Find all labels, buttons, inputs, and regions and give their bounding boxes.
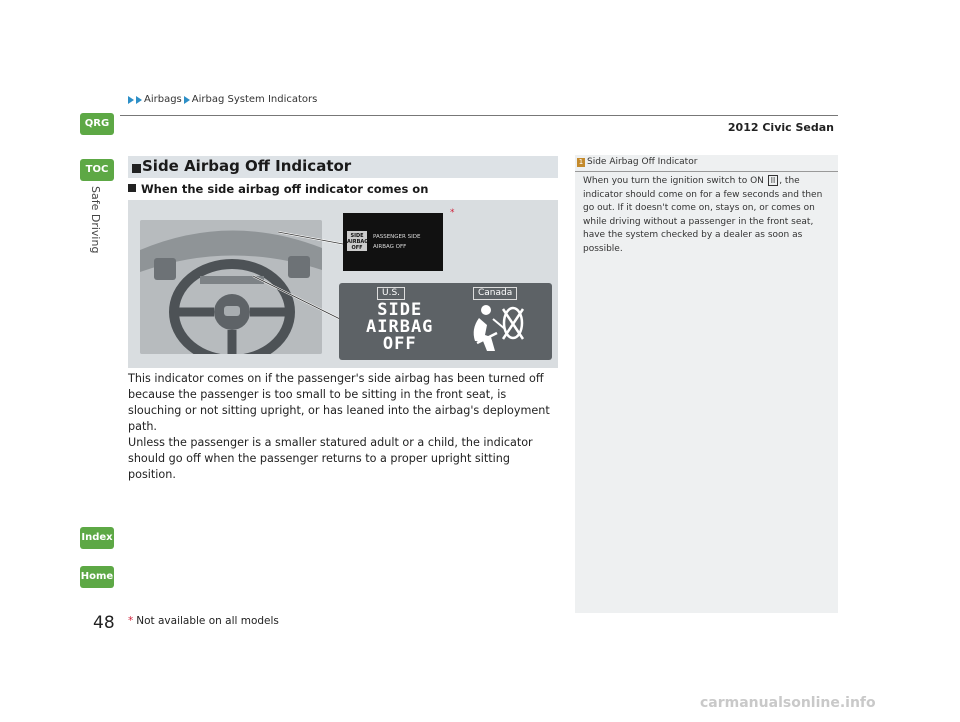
note-header bbox=[575, 155, 838, 167]
info-display bbox=[343, 213, 443, 271]
ignition-key-icon: II bbox=[768, 175, 778, 186]
info-display-message: PASSENGER SIDE AIRBAG OFF bbox=[373, 234, 421, 250]
side-airbag-off-text: SIDE AIRBAG OFF bbox=[366, 300, 434, 354]
index-tab[interactable]: Index bbox=[80, 527, 114, 549]
passenger-airbag-off-icon bbox=[467, 303, 527, 355]
chevron-right-icon bbox=[128, 96, 134, 104]
header-divider bbox=[120, 115, 838, 116]
section-title: Side Airbag Off Indicator bbox=[142, 157, 352, 175]
section-header bbox=[128, 156, 558, 178]
subsection-title-text: When the side airbag off indicator comes on bbox=[141, 182, 429, 196]
label-canada: Canada bbox=[473, 287, 517, 300]
dashboard-figure bbox=[128, 200, 558, 368]
body-paragraph-1: This indicator comes on if the passenger's side airbag has been turned off because the passenger is too small to be sitting in the front seat, is slouching or not sitting upright, or has leaned into the airbag's deployment path. bbox=[128, 372, 550, 433]
indicator-panel bbox=[339, 283, 552, 360]
subsection-title bbox=[128, 182, 428, 196]
breadcrumb bbox=[128, 94, 317, 105]
qrg-tab[interactable]: QRG bbox=[80, 113, 114, 135]
note-text: When you turn the ignition switch to ON II , the indicator should come on for a few seconds and then go out. If it doesn't come on, stays on, or comes on while driving without a passenger in the front seat, have the system checked by a dealer as soon as possible. bbox=[583, 176, 823, 254]
chapter-label: Safe Driving bbox=[89, 186, 102, 254]
note-number-icon: 1 bbox=[578, 158, 584, 166]
model-title: 2012 Civic Sedan bbox=[727, 121, 834, 134]
section-square-icon bbox=[132, 160, 142, 174]
footnote-star: * bbox=[128, 615, 134, 627]
square-bullet-icon bbox=[128, 184, 136, 192]
note-title: Side Airbag Off Indicator bbox=[587, 157, 698, 167]
side-note bbox=[575, 155, 838, 613]
note-divider bbox=[575, 171, 838, 172]
watermark: carmanualsonline.info bbox=[700, 695, 876, 711]
page-number: 48 bbox=[93, 613, 115, 633]
breadcrumb-item-indicators[interactable]: Airbag System Indicators bbox=[191, 94, 318, 105]
toc-tab[interactable]: TOC bbox=[80, 159, 114, 181]
chevron-right-icon bbox=[136, 96, 142, 104]
body-paragraph-2: Unless the passenger is a smaller statured adult or a child, the indicator should go off when the passenger returns to a proper upright sitting position. bbox=[128, 436, 533, 481]
footnote-text: Not available on all models bbox=[136, 615, 279, 627]
home-tab[interactable]: Home bbox=[80, 566, 114, 588]
footnote-star: * bbox=[450, 208, 455, 218]
footnote bbox=[128, 615, 279, 627]
chevron-right-icon bbox=[184, 96, 190, 104]
breadcrumb-item-airbags[interactable]: Airbags bbox=[144, 94, 182, 105]
label-us: U.S. bbox=[377, 287, 405, 300]
side-airbag-off-badge: SIDE AIRBAG OFF bbox=[347, 233, 369, 251]
